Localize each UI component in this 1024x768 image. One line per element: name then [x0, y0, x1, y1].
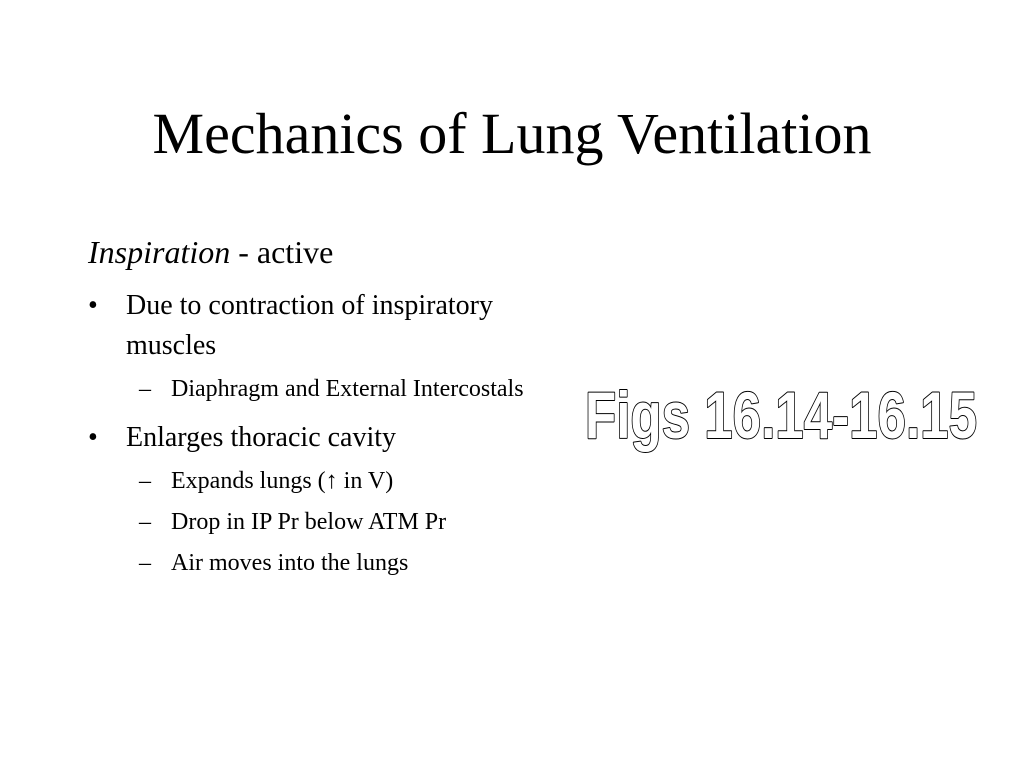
bullet-text: Enlarges thoracic cavity — [126, 422, 397, 453]
sub-bullet-text: Expands lungs (↑ in V) — [171, 468, 394, 494]
sub-bullet-item — [88, 464, 528, 498]
slide-title: Mechanics of Lung Ventilation — [152, 101, 872, 166]
bullet-text: Due to contraction of inspiratory muscles — [126, 290, 494, 361]
figure-reference-text: Figs 16.14-16.15 — [585, 378, 977, 452]
figure-reference-label — [585, 368, 985, 458]
bullet-list — [88, 286, 528, 587]
sub-bullet-marker: – — [139, 468, 151, 494]
subheading — [88, 232, 333, 272]
sub-bullet-item — [88, 372, 528, 406]
subheading-rest: - active — [230, 234, 334, 270]
bullet-item — [88, 418, 528, 458]
sub-bullet-item — [88, 546, 528, 580]
sub-bullet-marker: – — [139, 550, 151, 576]
sub-bullet-text: Drop in IP Pr below ATM Pr — [171, 509, 447, 535]
sub-bullet-text: Air moves into the lungs — [171, 550, 409, 576]
sub-bullet-marker: – — [139, 509, 151, 535]
sub-bullet-item — [88, 505, 528, 539]
subheading-italic: Inspiration — [88, 234, 231, 270]
bullet-marker: • — [88, 290, 98, 321]
sub-bullet-text: Diaphragm and External Intercostals — [171, 376, 524, 402]
bullet-item — [88, 286, 528, 366]
bullet-marker: • — [88, 422, 98, 453]
sub-bullet-marker: – — [139, 376, 151, 402]
